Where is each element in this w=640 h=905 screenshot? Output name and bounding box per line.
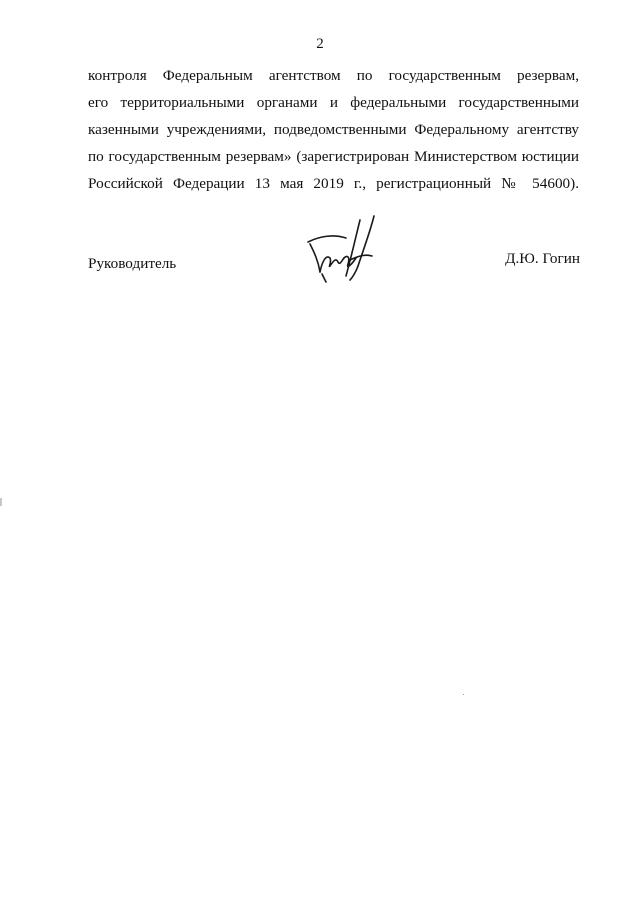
page-number: 2 (316, 36, 324, 52)
body-text-line: контроля Федеральным агентством по государственным резервам, (88, 67, 579, 84)
handwritten-signature-icon (300, 214, 396, 284)
body-text-line: казенными учреждениями, подведомственными Федеральному агентству (88, 121, 579, 138)
scan-speck (463, 694, 464, 695)
signatory-name: Д.Ю. Гогин (505, 250, 580, 267)
body-text-line: его территориальными органами и федеральными государственными (88, 94, 579, 111)
signatory-title: Руководитель (88, 255, 177, 272)
body-text-line: Российской Федерации 13 мая 2019 г., регистрационный № 54600). (88, 175, 579, 192)
body-text-line: по государственным резервам» (зарегистрирован Министерством юстиции (88, 148, 579, 165)
scan-edge-mark (0, 498, 2, 506)
